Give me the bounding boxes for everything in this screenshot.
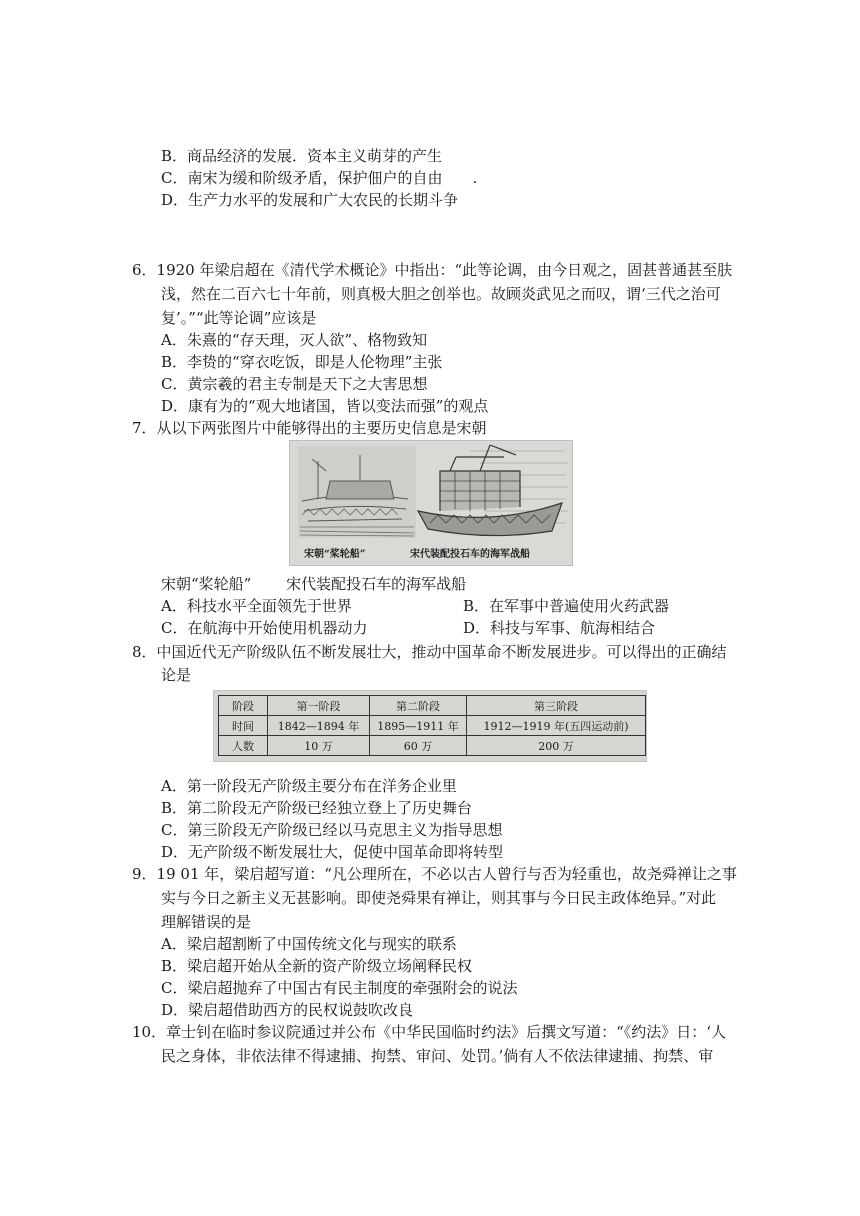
paddle-wheel-ship-icon xyxy=(298,446,416,538)
q7-option-b: B．在军事中普遍使用火药武器 xyxy=(463,597,670,615)
q9-option-b: B．梁启超开始从全新的资产阶级立场阐释民权 xyxy=(161,957,473,975)
q6-stem-line-3: 复’。”“此等论调”应该是 xyxy=(161,309,317,327)
q9-stem-line-2: 实与今日之新主义无甚影响。即使尧舜果有禅让，则其事与今日民主政体绝异。”对此 xyxy=(161,889,717,907)
q5-option-d: D．生产力水平的发展和广大农民的长期斗争 xyxy=(161,191,459,209)
table-cell: 1912—1919 年(五四运动前) xyxy=(467,716,646,736)
proletariat-table-image xyxy=(213,690,647,762)
q6-option-c: C．黄宗羲的君主专制是天下之大害思想 xyxy=(161,375,428,393)
catapult-warship-icon xyxy=(418,445,562,536)
q8-option-b: B．第二阶段无产阶级已经独立登上了历史舞台 xyxy=(161,799,473,817)
image-caption-right: 宋代装配投石车的海军战船 xyxy=(410,549,530,560)
q8-stem-line-2: 论是 xyxy=(161,666,192,684)
q6-option-a: A．朱熹的“存天理，灭人欲”、格物致知 xyxy=(161,331,428,349)
q9-stem-line-1: 9．19 01 年，梁启超写道：“凡公理所在，不必以古人曾行与否为轻重也，故尧舜禅让之事 xyxy=(132,865,737,883)
q8-option-d: D．无产阶级不断发展壮大，促使中国革命即将转型 xyxy=(161,843,504,861)
table-cell: 第三阶段 xyxy=(467,696,646,716)
q9-option-c: C．梁启超抛弃了中国古有民主制度的牵强附会的说法 xyxy=(161,979,518,997)
q8-option-a: A．第一阶段无产阶级主要分布在洋务企业里 xyxy=(161,777,457,795)
table-cell: 第一阶段 xyxy=(268,696,370,716)
q7-stem: 7．从以下两张图片中能够得出的主要历史信息是宋朝 xyxy=(132,419,487,437)
song-ships-image xyxy=(289,440,573,566)
q6-stem-line-2: 浅，然在二百六七十年前，则真极大胆之创举也。故顾炎武见之而叹，谓‘三代之治可 xyxy=(161,285,721,303)
image-caption-left: 宋朝“桨轮船” xyxy=(304,549,366,560)
proletariat-stage-table xyxy=(218,695,646,756)
q8-stem-line-1: 8．中国近代无产阶级队伍不断发展壮大，推动中国革命不断发展进步。可以得出的正确结 xyxy=(132,643,727,661)
table-row xyxy=(219,736,646,756)
table-cell: 时间 xyxy=(219,716,268,736)
q8-option-c: C．第三阶段无产阶级已经以马克思主义为指导思想 xyxy=(161,821,503,839)
table-row xyxy=(219,696,646,716)
table-cell: 第二阶段 xyxy=(370,696,467,716)
q9-option-a: A．梁启超割断了中国传统文化与现实的联系 xyxy=(161,935,457,953)
table-cell: 阶段 xyxy=(219,696,268,716)
q5-option-b: B．商品经济的发展．资本主义萌芽的产生 xyxy=(161,147,443,165)
q9-option-d: D．梁启超借助西方的民权说鼓吹改良 xyxy=(161,1001,414,1019)
table-cell: 1842—1894 年 xyxy=(268,716,370,736)
q6-stem-line-1: 6．1920 年梁启超在《清代学术概论》中指出：“此等论调，由今日观之，固甚普通甚至肤 xyxy=(132,261,733,279)
q5-option-c: C．南宋为缓和阶级矛盾，保护佃户的自由 . xyxy=(161,169,478,187)
table-cell: 1895—1911 年 xyxy=(370,716,467,736)
q7-option-d: D．科技与军事、航海相结合 xyxy=(463,619,656,637)
table-row xyxy=(219,716,646,736)
q10-stem-line-2: 民之身体，非依法律不得逮捕、拘禁、审问、处罚。’倘有人不依法律逮捕、拘禁、审 xyxy=(161,1047,714,1065)
table-cell: 200 万 xyxy=(467,736,646,756)
q7-option-a: A．科技水平全面领先于世界 xyxy=(161,597,352,615)
q7-option-c: C．在航海中开始使用机器动力 xyxy=(161,619,368,637)
q9-stem-line-3: 理解错误的是 xyxy=(161,913,252,931)
table-cell: 10 万 xyxy=(268,736,370,756)
table-cell: 60 万 xyxy=(370,736,467,756)
q7-caption-line: 宋朝“桨轮船” 宋代装配投石车的海军战船 xyxy=(161,575,467,593)
q6-option-d: D．康有为的“观大地诸国，皆以变法而强”的观点 xyxy=(161,397,489,415)
q6-option-b: B．李贽的“穿衣吃饭，即是人伦物理”主张 xyxy=(161,353,443,371)
table-cell: 人数 xyxy=(219,736,268,756)
q10-stem-line-1: 10．章士钊在临时参议院通过并公布《中华民国临时约法》后撰文写道：“《约法》日：‘人 xyxy=(132,1023,727,1041)
